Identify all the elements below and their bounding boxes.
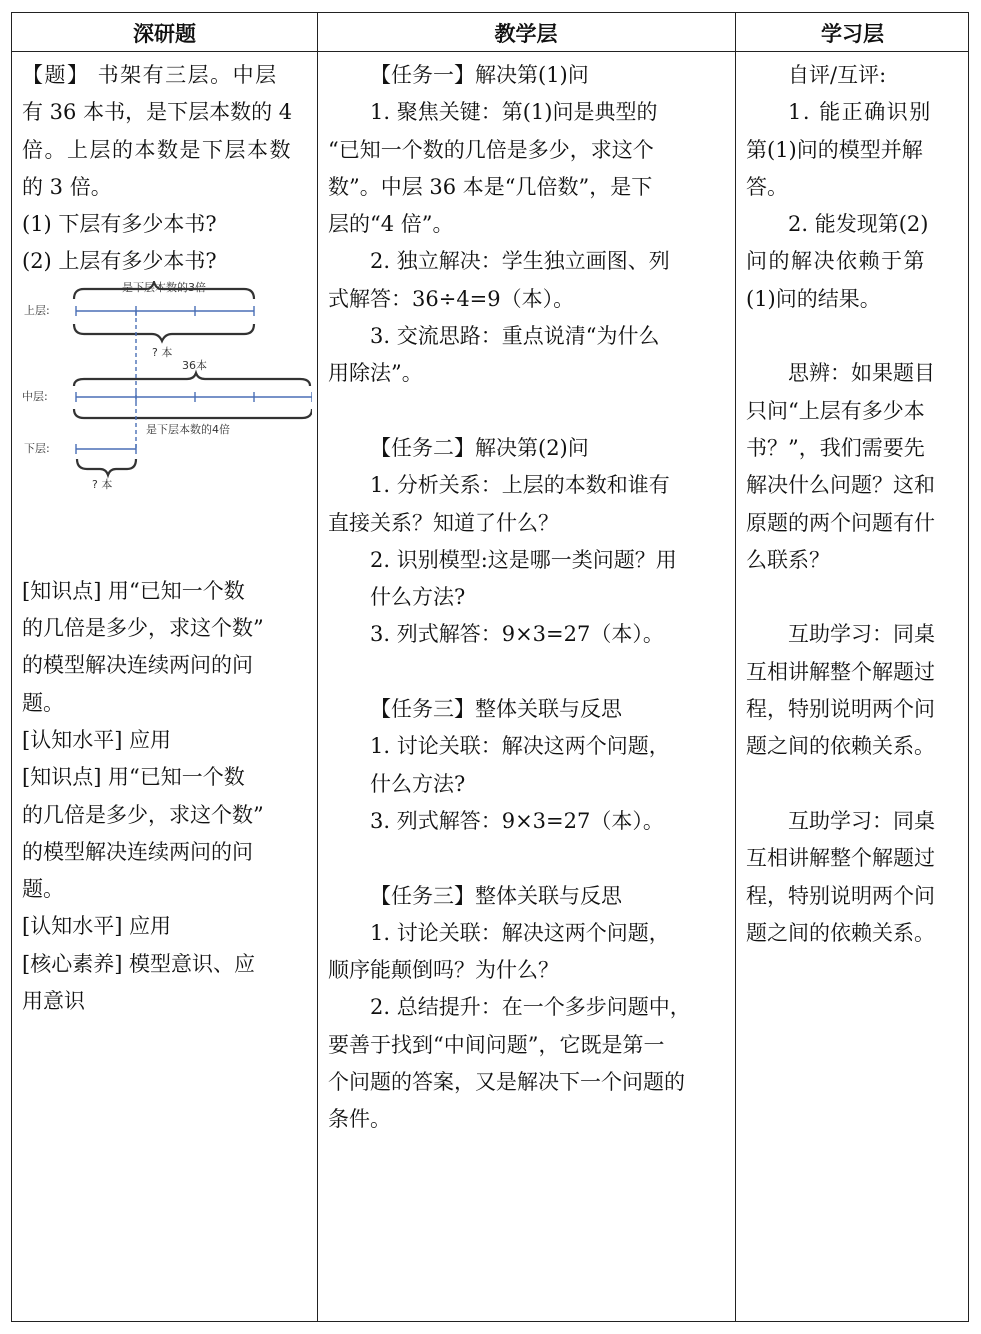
upper-label: 上层: bbox=[24, 303, 50, 317]
upper-caption: 是下层本数的3倍 bbox=[122, 280, 206, 294]
task3b-line: 个问题的答案，又是解决下一个问题的 bbox=[328, 1070, 685, 1095]
middle-caption: 是下层本数的4倍 bbox=[146, 422, 230, 436]
task1-line: 用除法”。 bbox=[328, 361, 423, 386]
lesson-table bbox=[11, 12, 969, 1322]
line-segment-diagram bbox=[22, 281, 312, 536]
header-research: 深研题 bbox=[133, 22, 196, 46]
task3b-line: 顺序能颠倒吗？为什么？ bbox=[328, 958, 559, 983]
task3a-line: 什么方法? bbox=[370, 771, 466, 796]
knowledge-line: [认知水平] 应用 bbox=[22, 914, 172, 939]
upper-brace-bottom bbox=[74, 324, 254, 341]
task2-line: 什么方法? bbox=[370, 585, 466, 610]
task2-line: 1. 分析关系：上层的本数和谁有 bbox=[370, 473, 670, 498]
task1-line: 层的“4 倍”。 bbox=[328, 212, 454, 237]
middle-value: 36本 bbox=[182, 358, 207, 372]
task2-line: 3. 列式解答：9×3=27（本）。 bbox=[370, 622, 664, 647]
knowledge-line: 的模型解决连续两问的问 bbox=[22, 653, 253, 678]
eval-line: 1. 能正确识别 bbox=[788, 100, 932, 125]
task1-title: 【任务一】解决第(1)问 bbox=[370, 63, 589, 87]
eval-title: 自评/互评: bbox=[788, 63, 887, 87]
teaching-column bbox=[328, 57, 728, 1139]
header-divider bbox=[12, 51, 968, 52]
question-2: (2) 上层有多少本书? bbox=[22, 249, 217, 274]
knowledge-line: [核心素养] 模型意识、应 bbox=[22, 951, 256, 976]
help1-line: 题之间的依赖关系。 bbox=[746, 734, 935, 759]
help2-line: 程，特别说明两个问 bbox=[746, 883, 935, 908]
eval-line: (1)问的结果。 bbox=[746, 286, 881, 311]
middle-brace-top bbox=[74, 373, 310, 386]
help1-line: 程，特别说明两个问 bbox=[746, 697, 935, 722]
think-line: 么联系？ bbox=[746, 547, 830, 572]
knowledge-line: 题。 bbox=[22, 877, 64, 902]
task3b-title: 【任务三】整体关联与反思 bbox=[370, 883, 622, 908]
problem-line: 倍。上层的本数是下层本数 bbox=[22, 137, 292, 162]
eval-line: 第(1)问的模型并解 bbox=[746, 137, 923, 162]
column-divider bbox=[735, 13, 736, 1321]
task3b-line: 条件。 bbox=[328, 1107, 391, 1132]
task3b-line: 1. 讨论关联：解决这两个问题， bbox=[370, 920, 670, 945]
task1-line: 3. 交流思路：重点说清“为什么 bbox=[370, 324, 660, 349]
lower-label: 下层: bbox=[24, 441, 50, 455]
task1-line: 1. 聚焦关键：第(1)问是典型的 bbox=[370, 100, 658, 125]
upper-unknown: ? 本 bbox=[152, 345, 173, 359]
think-line: 书？”，我们需要先 bbox=[746, 435, 925, 460]
task1-line: 数”。中层 36 本是“几倍数”，是下 bbox=[328, 174, 653, 199]
knowledge-line: 的几倍是多少，求这个数” bbox=[22, 616, 264, 641]
task2-title: 【任务二】解决第(2)问 bbox=[370, 435, 589, 460]
task1-line: 2. 独立解决：学生独立画图、列 bbox=[370, 249, 670, 274]
task3a-line: 3. 列式解答：9×3=27（本）。 bbox=[370, 808, 664, 833]
task3a-line: 1. 讨论关联：解决这两个问题， bbox=[370, 734, 670, 759]
task2-line: 2. 识别模型:这是哪一类问题？用 bbox=[370, 547, 677, 572]
lower-brace bbox=[77, 459, 136, 475]
task2-line: 直接关系？知道了什么？ bbox=[328, 510, 559, 535]
research-column bbox=[22, 57, 312, 1020]
task1-line: 式解答：36÷4=9（本）。 bbox=[328, 286, 575, 311]
eval-line: 答。 bbox=[746, 174, 788, 199]
help2-line: 题之间的依赖关系。 bbox=[746, 920, 935, 945]
problem-line: 有 36 本书，是下层本数的 4 bbox=[22, 100, 293, 125]
think-line: 原题的两个问题有什 bbox=[746, 510, 935, 535]
question-1: (1) 下层有多少本书? bbox=[22, 212, 217, 237]
task1-line: “已知一个数的几倍是多少，求这个 bbox=[328, 137, 654, 162]
eval-line: 问的解决依赖于第 bbox=[746, 249, 926, 274]
problem-line: 的 3 倍。 bbox=[22, 174, 112, 199]
knowledge-line: 的模型解决连续两问的问 bbox=[22, 839, 253, 864]
knowledge-line: 题。 bbox=[22, 690, 64, 715]
task3b-line: 要善于找到“中间问题”，它既是第一 bbox=[328, 1032, 665, 1057]
eval-line: 2. 能发现第(2) bbox=[788, 212, 929, 237]
problem-line: 【题】 书架有三层。中层 bbox=[22, 63, 278, 87]
header-teaching: 教学层 bbox=[494, 22, 558, 46]
learning-column bbox=[746, 57, 966, 952]
help1-line: 互助学习：同桌 bbox=[788, 622, 935, 647]
knowledge-line: 用意识 bbox=[22, 989, 85, 1014]
task3a-title: 【任务三】整体关联与反思 bbox=[370, 697, 622, 722]
knowledge-line: 的几倍是多少，求这个数” bbox=[22, 802, 264, 827]
header-learning: 学习层 bbox=[821, 22, 884, 46]
knowledge-line: [知识点] 用“已知一个数 bbox=[22, 578, 245, 603]
think-line: 思辨：如果题目 bbox=[788, 361, 935, 386]
help2-line: 互相讲解整个解题过 bbox=[746, 846, 935, 871]
help1-line: 互相讲解整个解题过 bbox=[746, 659, 935, 684]
help2-line: 互助学习：同桌 bbox=[788, 808, 935, 833]
middle-label: 中层: bbox=[22, 389, 48, 403]
knowledge-line: [认知水平] 应用 bbox=[22, 727, 172, 752]
lower-unknown: ? 本 bbox=[92, 477, 113, 491]
middle-brace-bottom bbox=[74, 409, 312, 418]
think-line: 解决什么问题？这和 bbox=[746, 473, 935, 498]
task3b-line: 2. 总结提升：在一个多步问题中， bbox=[370, 995, 691, 1020]
think-line: 只问“上层有多少本 bbox=[746, 398, 925, 423]
knowledge-line: [知识点] 用“已知一个数 bbox=[22, 765, 245, 790]
column-divider bbox=[317, 13, 318, 1321]
